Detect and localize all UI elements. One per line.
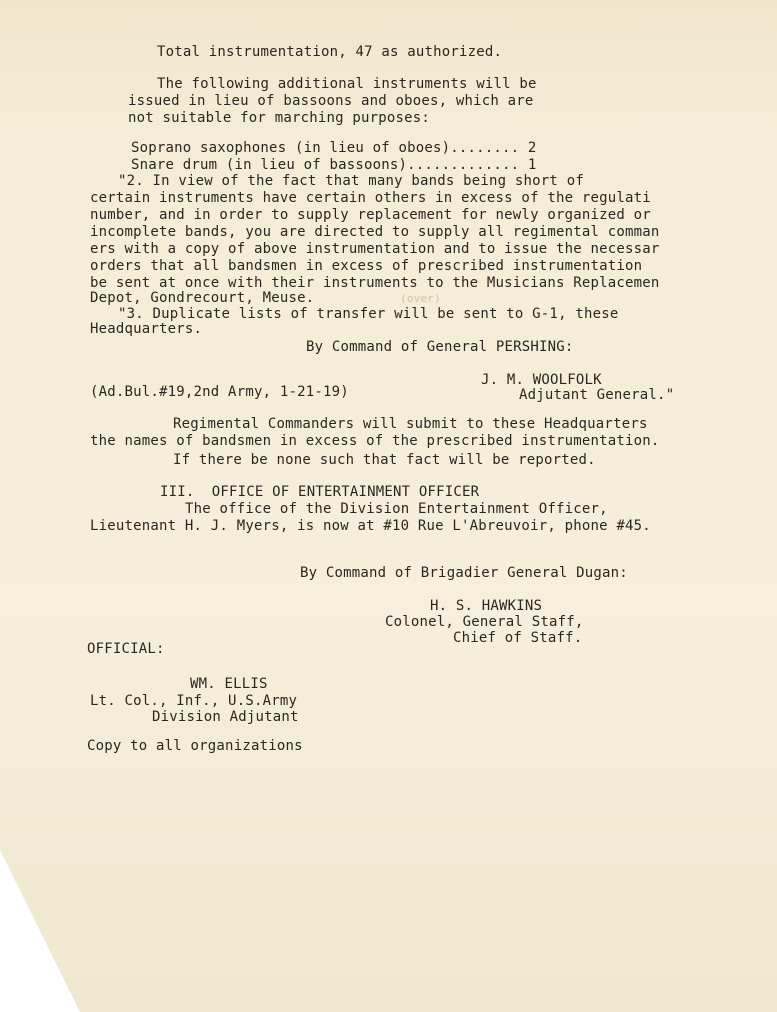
para2-line-8: Depot, Gondrecourt, Meuse. <box>90 290 315 306</box>
instrument-item-1: Soprano saxophones (in lieu of oboes)........ 2 <box>131 140 537 156</box>
para3-line-1: "3. Duplicate lists of transfer will be sent to G-1, these <box>118 306 619 322</box>
hawkins-rank: Colonel, General Staff, <box>385 614 584 630</box>
para2-line-4: incomplete bands, you are directed to supply all regimental comman <box>90 224 660 240</box>
regimental-line-3: If there be none such that fact will be reported. <box>173 452 596 468</box>
entertainment-line-1: The office of the Division Entertainment Officer, <box>185 501 608 517</box>
by-command-pershing: By Command of General PERSHING: <box>306 339 574 355</box>
instrument-item-2: Snare drum (in lieu of bassoons)............. 1 <box>131 157 537 173</box>
intro-line-1: The following additional instruments will be <box>157 76 537 92</box>
hawkins-title: Chief of Staff. <box>453 630 583 646</box>
ellis-rank: Lt. Col., Inf., U.S.Army <box>90 693 298 709</box>
woolfolk-name: J. M. WOOLFOLK <box>481 372 602 388</box>
bleed-through-mark: (over) <box>400 292 441 305</box>
total-line: Total instrumentation, 47 as authorized. <box>157 44 503 60</box>
entertainment-line-2: Lieutenant H. J. Myers, is now at #10 Rue L'Abreuvoir, phone #45. <box>90 518 651 534</box>
para2-line-5: ers with a copy of above instrumentation and to issue the necessar <box>90 241 660 257</box>
official-label: OFFICIAL: <box>87 641 165 657</box>
folded-corner <box>0 850 80 1012</box>
by-command-dugan: By Command of Brigadier General Dugan: <box>300 565 628 581</box>
bulletin-reference: (Ad.Bul.#19,2nd Army, 1-21-19) <box>90 384 349 400</box>
woolfolk-title: Adjutant General." <box>519 387 675 403</box>
para2-line-2: certain instruments have certain others in excess of the regulati <box>90 190 651 206</box>
intro-line-3: not suitable for marching purposes: <box>128 110 431 126</box>
para2-line-7: be sent at once with their instruments to the Musicians Replacemen <box>90 275 660 291</box>
copy-distribution: Copy to all organizations <box>87 738 303 754</box>
para2-line-6: orders that all bandsmen in excess of prescribed instrumentation <box>90 258 643 274</box>
intro-line-2: issued in lieu of bassoons and oboes, which are <box>128 93 534 109</box>
para2-line-3: number, and in order to supply replacement for newly organized or <box>90 207 651 223</box>
hawkins-name: H. S. HAWKINS <box>430 598 543 614</box>
para2-line-1: "2. In view of the fact that many bands being short of <box>118 173 584 189</box>
para3-line-2: Headquarters. <box>90 321 203 337</box>
regimental-line-2: the names of bandsmen in excess of the prescribed instrumentation. <box>90 433 660 449</box>
regimental-line-1: Regimental Commanders will submit to these Headquarters <box>173 416 648 432</box>
section-heading: III. OFFICE OF ENTERTAINMENT OFFICER <box>160 484 480 500</box>
ellis-name: WM. ELLIS <box>190 676 268 692</box>
ellis-title: Division Adjutant <box>152 709 299 725</box>
